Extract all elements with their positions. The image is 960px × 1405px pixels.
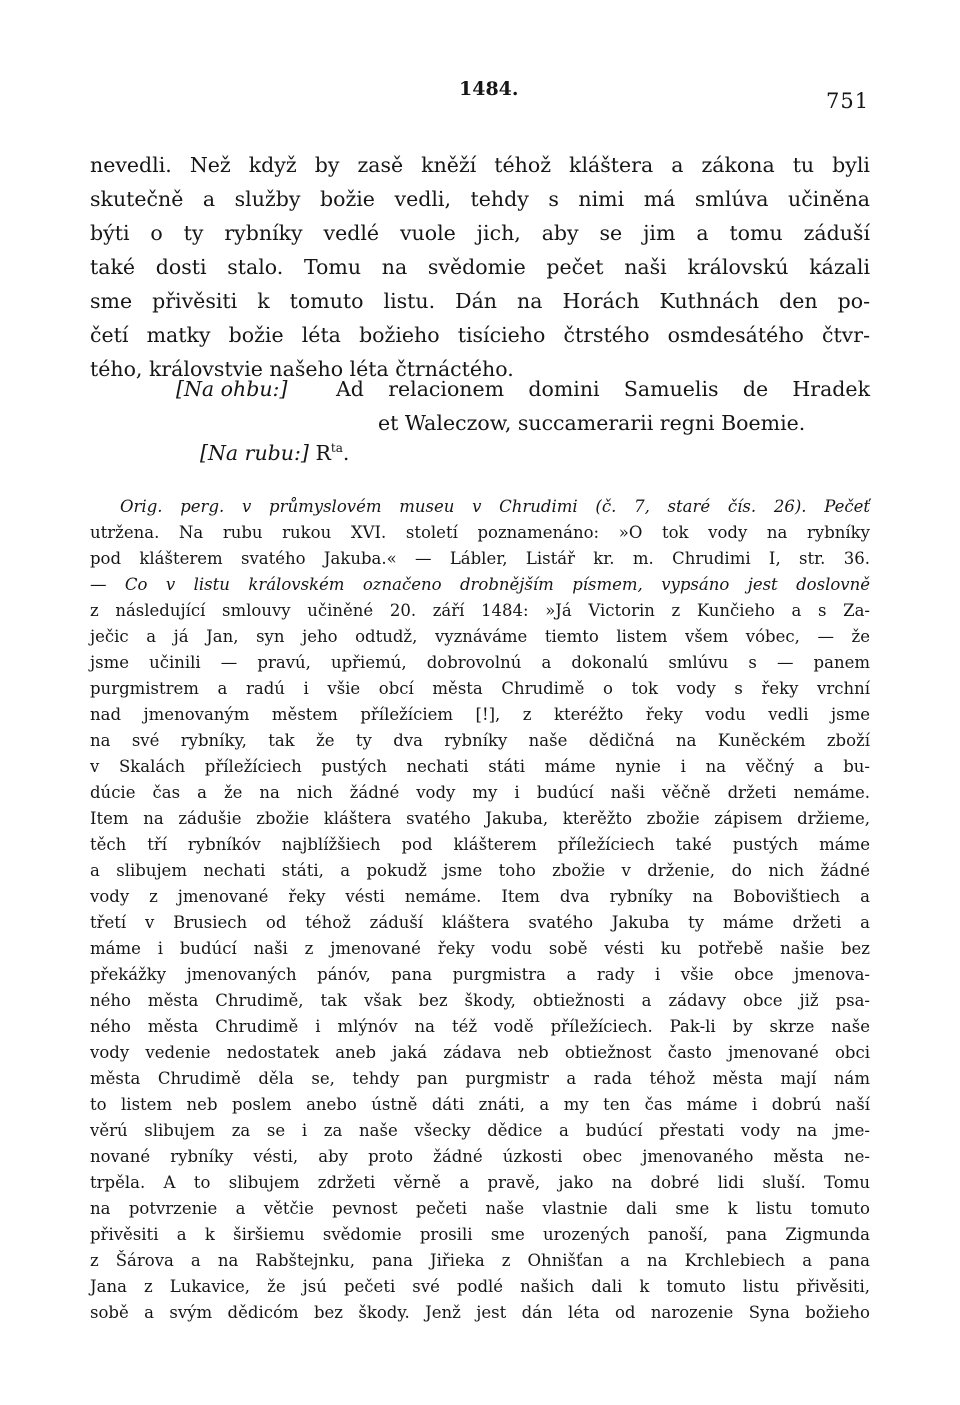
- note-line: ného města Chrudimě i mlýnóv na též vodě příležíciech. Pak-li by skrze naše: [90, 1017, 870, 1036]
- endorsement-line: et Waleczow, succamerarii regni Boemie.: [378, 411, 806, 435]
- main-text-line: skutečně a služby božie vedli, tehdy s nimi má smlúva učiněna: [90, 187, 870, 211]
- note-line: věrú slibujem za se i za naše všecky dědice a budúcí přestati vody na jme-: [90, 1121, 870, 1140]
- registry-mark: $R^{ta}$.: [315, 441, 350, 465]
- main-text-line: sme přivěsiti k tomuto listu. Dán na Horách Kuthnách den po-: [90, 289, 870, 313]
- note-line: města Chrudimě děla se, tehdy pan purgmistr a rada téhož města mají nám: [90, 1069, 870, 1088]
- note-line: utržena. Na rubu rukou XVI. století poznamenáno: »O tok vody na rybníky: [90, 523, 870, 542]
- note-line: ného města Chrudimě, tak však bez škody, obtiežnosti a zádavy obce již psa-: [90, 991, 870, 1010]
- note-line: sobě a svým dědicóm bez škody. Jenž jest dán léta od narozenie Syna božieho: [90, 1303, 870, 1322]
- note-line: Jana z Lukavice, že jsú pečeti své podlé našich dali k tomuto listu přivěsiti,: [90, 1277, 870, 1296]
- note-line: ječic a já Jan, syn jeho odtudž, vyznáváme tiemto listem všem vóbec, — že: [90, 627, 870, 646]
- note-line: nované rybníky vésti, aby proto žádné úzkosti obec jmenovaného města ne-: [90, 1147, 870, 1166]
- endorsement-label-reverse: [Na rubu:]: [200, 441, 309, 465]
- endorsement-label-fold: [Na ohbu:]: [176, 377, 288, 401]
- note-line: vody vedenie nedostatek aneb jaká zádava neb obtiežnost často jmenované obci: [90, 1043, 870, 1062]
- note-line: jsme učinili — pravú, upřiemú, dobrovolnú a dokonalú smlúvu s — panem: [90, 653, 870, 672]
- note-line: z Šárova a na Rabštejnku, pana Jiřieka z Ohnišťan a na Krchlebiech a pana: [90, 1251, 870, 1270]
- note-line: Item na zádušie zbožie kláštera svatého Jakuba, kterěžto zbožie zápisem držieme,: [90, 809, 870, 828]
- main-text-line: četí matky božie léta božieho tisícieho čtrstého osmdesátého čtvr-: [90, 323, 870, 347]
- main-text-line: tého, královstvie našeho léta čtrnáctého.: [90, 357, 514, 381]
- note-line: na své rybníky, tak že ty dva rybníky naše dědičná na Kuněckém zboží: [90, 731, 870, 750]
- note-line: na potvrzenie a větčie pevnost pečeti naše vlastnie dali sme k listu tomuto: [90, 1199, 870, 1218]
- main-text-line: býti o ty rybníky vedlé vuole jich, aby se jim a tomu záduší: [90, 221, 870, 245]
- note-line: máme i budúcí naši z jmenované řeky vodu sobě vésti ku potřebě našie bez: [90, 939, 870, 958]
- endorsement-reverse: [200, 436, 349, 470]
- note-line: purgmistrem a radú i všie obcí města Chrudimě o tok vody s řeky vrchní: [90, 679, 870, 698]
- note-line: v Skalách příležíciech pustých nechati státi máme nynie i na věčný a bu-: [90, 757, 870, 776]
- note-line: těch tří rybníkóv najblížšiech pod klášterem příležíciech také pustých máme: [90, 835, 870, 854]
- note-line: třetí v Brusiech od téhož záduší kláštera svatého Jakuba ty máme držeti a: [90, 913, 870, 932]
- page-number: 751: [826, 89, 870, 113]
- endorsement-line: Ad relacionem domini Samuelis de Hradek: [336, 377, 870, 401]
- note-line: z následující smlouvy učiněné 20. září 1484: »Já Victorin z Kunčieho a s Za-: [90, 601, 870, 620]
- note-line: dúcie čas a že na nich žádné vody my i budúcí naši věčně držeti nemáme.: [90, 783, 870, 802]
- note-line: a slibujem nechati státi, a pokudž jsme toho zbožie v drženie, do nich žádné: [90, 861, 870, 880]
- note-line: nad jmenovaným městem příležíciem [!], z kteréžto řeky vodu vedli jsme: [90, 705, 870, 724]
- note-line: přivěsiti a k širšiemu svědomie prosili sme urozených panoší, pana Zigmunda: [90, 1225, 870, 1244]
- note-line: pod klášterem svatého Jakuba.« — Lábler, Listář kr. m. Chrudimi I, str. 36.: [90, 549, 870, 568]
- note-line: — Co v listu královském označeno drobnějším písmem, vypsáno jest doslovně: [90, 575, 870, 594]
- running-header-year: 1484.: [459, 78, 519, 100]
- main-text-line: nevedli. Než když by zasě kněží téhož kláštera a zákona tu byli: [90, 153, 870, 177]
- note-line: Orig. perg. v průmyslovém museu v Chrudimi (č. 7, staré čís. 26). Pečeť: [120, 497, 870, 516]
- note-line: překážky jmenovaných pánóv, pana purgmistra a rady i všie obce jmenova-: [90, 965, 870, 984]
- note-line: vody z jmenované řeky vésti nemáme. Item dva rybníky na Bobovištiech a: [90, 887, 870, 906]
- note-line: trpěla. A to slibujem zdržeti věrně a pravě, jako na dobré lidi sluší. Tomu: [90, 1173, 870, 1192]
- main-text-line: také dosti stalo. Tomu na svědomie pečet naši královskú kázali: [90, 255, 870, 279]
- note-line: to listem neb poslem anebo ústně dáti znáti, a my ten čas máme i dobrú naší: [90, 1095, 870, 1114]
